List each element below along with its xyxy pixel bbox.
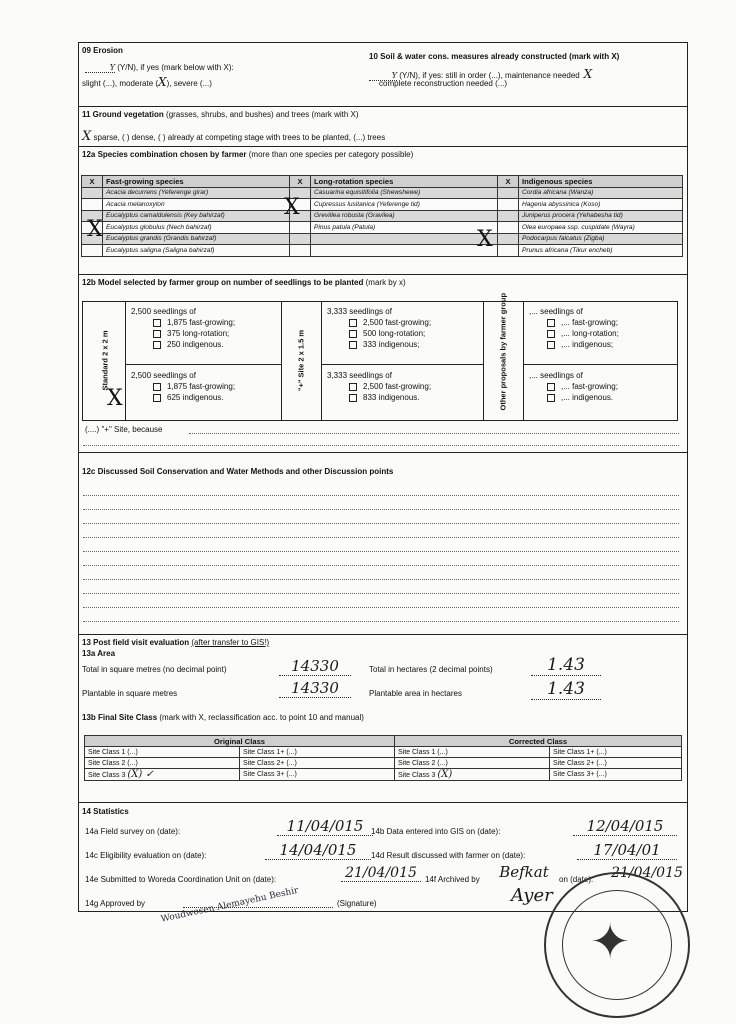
other-proposals-label: Other proposals by farmer group — [498, 292, 508, 411]
erosion-line2: slight (...), moderate (X), severe (...) — [82, 75, 212, 89]
species-row: Acacia melanoxylon Cupressus lusitanica (Yeferenge tid) Hagenia abyssinica (Koso) — [82, 199, 683, 211]
soil-cons-line1: Y (Y/N), if yes: still in order (...), maintenance needed X — [369, 67, 592, 81]
discussion-title: 12c Discussed Soil Conservation and Water Methods and other Discussion points — [82, 467, 394, 476]
approved-label: 14g Approved by — [85, 899, 146, 908]
archived-on-label: on (date): — [559, 875, 594, 884]
final-class-title: 13b Final Site Class (mark with X, reclassification acc. to point 10 and manual) — [82, 713, 364, 722]
plus-option-b: 3,333 seedlings of 2,500 fast-growing; 833 indigenous. — [327, 371, 432, 402]
gis-entry-label: 14b Data entered into GIS on (date): — [371, 827, 501, 836]
section-ground-vegetation — [79, 107, 687, 147]
discussed-value: 17/04/01 — [577, 841, 677, 860]
field-survey-label: 14a Field survey on (date): — [85, 827, 181, 836]
plus-site-label: "+" Site 2 x 1.5 m — [296, 329, 306, 392]
erosion-line1 — [85, 63, 234, 73]
total-sqm-label: Total in square metres (no decimal point) — [82, 665, 227, 674]
total-sqm-value: 14330 — [279, 657, 351, 676]
soil-cons-line2: complete reconstruction needed (...) — [379, 79, 508, 88]
species-row: Eucalyptus globulus (Nech bahirzaf) Pinus patula (Patula) Olea europaea ssp. cuspidate (Wayra) — [82, 222, 683, 234]
model-grid — [82, 292, 678, 421]
site-class-row: Site Class 3 (X) ✓ Site Class 3+ (...) Site Class 3 (X) Site Class 3+ (...) — [85, 769, 682, 781]
erosion-slight-moderate: slight (...), moderate ( — [82, 79, 159, 88]
erosion-severe: ), severe (...) — [166, 79, 212, 88]
field-survey-value: 11/04/015 — [277, 817, 373, 836]
plantable-ha-label: Plantable area in hectares — [369, 689, 462, 698]
site-class-header: Original Class Corrected Class — [85, 736, 682, 747]
soil-cons-yes-mark: Y — [369, 71, 397, 81]
erosion-yes-mark: Y — [85, 63, 115, 73]
approver-signature: Ayer — [511, 885, 553, 906]
species-row: Eucalyptus camaldulensis (Key bahirzaf) Grevillea robusta (Gravilea) Juniperus procera (Yehabesha tid) — [82, 210, 683, 222]
section-model — [79, 275, 687, 453]
eligibility-label: 14c Eligibility evaluation on (date): — [85, 851, 207, 860]
signature-label: (Signature) — [337, 899, 377, 908]
gis-entry-value: 12/04/015 — [573, 817, 677, 836]
x-mark-indig: X — [477, 227, 493, 252]
submitted-value: 21/04/015 — [341, 865, 421, 882]
statistics-title: 14 Statistics — [82, 807, 129, 816]
species-table — [81, 175, 683, 257]
model-title: 12b Model selected by farmer group on number of seedlings to be planted (mark by x) — [82, 278, 406, 287]
submitted-label: 14e Submitted to Woreda Coordination Unit on (date): — [85, 875, 277, 884]
plantable-ha-value: 1.43 — [531, 679, 601, 700]
species-row: Eucalyptus grandis (Grandis bahirzaf) Podocarpus falcatus (Zigba) — [82, 233, 683, 245]
site-class-table — [84, 735, 682, 781]
x-mark-longrot: X — [284, 195, 300, 220]
archived-value: 21/04/015 — [611, 865, 683, 881]
soil-cons-title: 10 Soil & water cons. measures already constructed (mark with X) — [369, 52, 620, 61]
archived-label: 14f Archived by — [425, 875, 480, 884]
other-option-b: ,... seedlings of ,... fast-growing; ,... indigenous. — [529, 371, 618, 402]
soil-cons-question: (Y/N), if yes: still in order (...), maintenance needed — [399, 71, 580, 80]
site-class-row: Site Class 1 (...) Site Class 1+ (...) Site Class 1 (...) Site Class 1+ (...) — [85, 747, 682, 758]
standard-option-b: 2,500 seedlings of 1,875 fast-growing; 625 indigenous. — [131, 371, 236, 402]
official-seal — [544, 872, 690, 1018]
species-title: 12a Species combination chosen by farmer (more than one species per category possible) — [82, 150, 414, 159]
section-post-evaluation — [79, 635, 687, 803]
seal-star-icon: ✦ — [590, 916, 631, 969]
plus-site-because: (....) "+" Site, because — [85, 425, 163, 434]
plus-option-a: 3,333 seedlings of 2,500 fast-growing; 500 long-rotation; 333 indigenous; — [327, 307, 432, 349]
site-class-row: Site Class 2 (...) Site Class 2+ (...) Site Class 2 (...) Site Class 2+ (...) — [85, 758, 682, 769]
section-erosion-soil — [79, 43, 687, 107]
total-ha-value: 1.43 — [531, 655, 601, 676]
evaluation-title: 13 Post field visit evaluation (after transfer to GIS!) — [82, 638, 270, 647]
form-page — [78, 42, 688, 912]
eligibility-value: 14/04/015 — [265, 841, 371, 860]
vegetation-title: 11 Ground vegetation (grasses, shrubs, and bushes) and trees (mark with X) — [82, 110, 359, 119]
species-row: Eucalyptus saligna (Saligna bahirzaf) Prunus africana (Tikur encheb) — [82, 245, 683, 257]
species-row: Acacia decurrens (Yeferenge girar) Casuarina equisitifolia (Shewshewe) Cordia africana (Wanza) — [82, 187, 683, 199]
species-header-row: X Fast-growing species X Long-rotation species X Indigenous species — [82, 176, 683, 188]
x-mark-fast: X — [87, 217, 103, 242]
approver-name-stamp: Woudwosen Alemayehu Beshir — [160, 885, 300, 925]
total-ha-label: Total in hectares (2 decimal points) — [369, 665, 493, 674]
archived-name: Befkat — [499, 863, 549, 881]
area-title: 13a Area — [82, 649, 116, 658]
standard-label: Standard 2 x 2 m — [100, 330, 110, 391]
plantable-sqm-label: Plantable in square metres — [82, 689, 178, 698]
x-mark-standard: X — [107, 386, 123, 411]
erosion-question: (Y/N), if yes (mark below with X): — [117, 63, 234, 72]
standard-option-a: 2,500 seedlings of 1,875 fast-growing; 375 long-rotation; 250 indigenous. — [131, 307, 236, 349]
section-discussion — [79, 453, 687, 635]
section-species — [79, 147, 687, 275]
erosion-title: 09 Erosion — [82, 46, 123, 55]
other-option-a: ,... seedlings of ,... fast-growing; ,... long-rotation; ,... indigenous; — [529, 307, 619, 349]
plantable-sqm-value: 14330 — [279, 679, 351, 698]
vegetation-line: X sparse, ( ) dense, ( ) already at competing stage with trees to be planted, (...) trees — [82, 129, 386, 144]
discussed-label: 14d Result discussed with farmer on (date): — [371, 851, 526, 860]
